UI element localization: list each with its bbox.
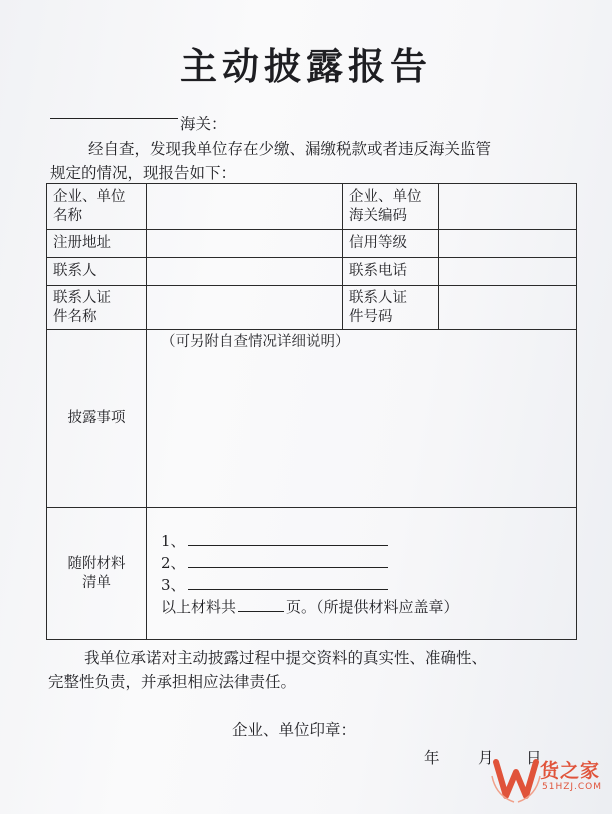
table-row [47,258,577,286]
seal-label: 企业、单位印章： [232,721,357,739]
value-registered-address [147,230,343,258]
disclosure-form-table [46,183,577,640]
value-credit-level [439,230,577,258]
attached-materials-list [147,508,577,640]
table-row [47,508,577,640]
label-disclosure-items: 披露事项 [47,330,147,508]
disclosure-note: （可另附自查情况详细说明） [161,334,350,350]
value-contact-phone [439,258,577,286]
intro-line-1: 经自查，发现我单位存在少缴、漏缴税款或者违反海关监管 [88,140,492,158]
value-customs-code [439,184,577,230]
date-year: 年 [424,749,440,767]
watermark-brand: 货之家 [540,760,601,782]
list-item: 1、 [161,530,570,552]
value-id-type [147,286,343,330]
value-contact-person [147,258,343,286]
document-title: 主动披露报告 [180,45,432,88]
customs-name-blank [50,118,178,119]
label-id-number: 联系人证 件号码 [343,286,439,330]
list-item: 3、 [161,574,570,596]
label-company-name: 企业、单位 名称 [47,184,147,230]
label-credit-level: 信用等级 [343,230,439,258]
watermark-logo [486,752,606,808]
label-attached-materials: 随附材料 清单 [47,508,147,640]
watermark-url: 51HZJ.COM [542,782,603,792]
label-registered-address: 注册地址 [47,230,147,258]
list-item: 2、 [161,552,570,574]
label-contact-phone: 联系电话 [343,258,439,286]
value-id-number [439,286,577,330]
table-row [47,230,577,258]
intro-line-2: 规定的情况，现报告如下： [50,164,237,182]
label-customs-code: 企业、单位 海关编码 [343,184,439,230]
pledge-line-1: 我单位承诺对主动披露过程中提交资料的真实性、准确性、 [84,649,488,667]
date-day: 日 [526,749,542,767]
date-month: 月 [478,749,494,767]
table-row [47,330,577,508]
label-contact-person: 联系人 [47,258,147,286]
disclosure-items-area [147,330,577,508]
materials-total: 以上材料共 页。（所提供材料应盖章） [161,597,459,616]
table-row [47,184,577,230]
value-company-name [147,184,343,230]
customs-suffix: 海关： [180,115,227,133]
table-row [47,286,577,330]
pledge-line-2: 完整性负责，并承担相应法律责任。 [48,673,297,691]
label-id-type: 联系人证 件名称 [47,286,147,330]
